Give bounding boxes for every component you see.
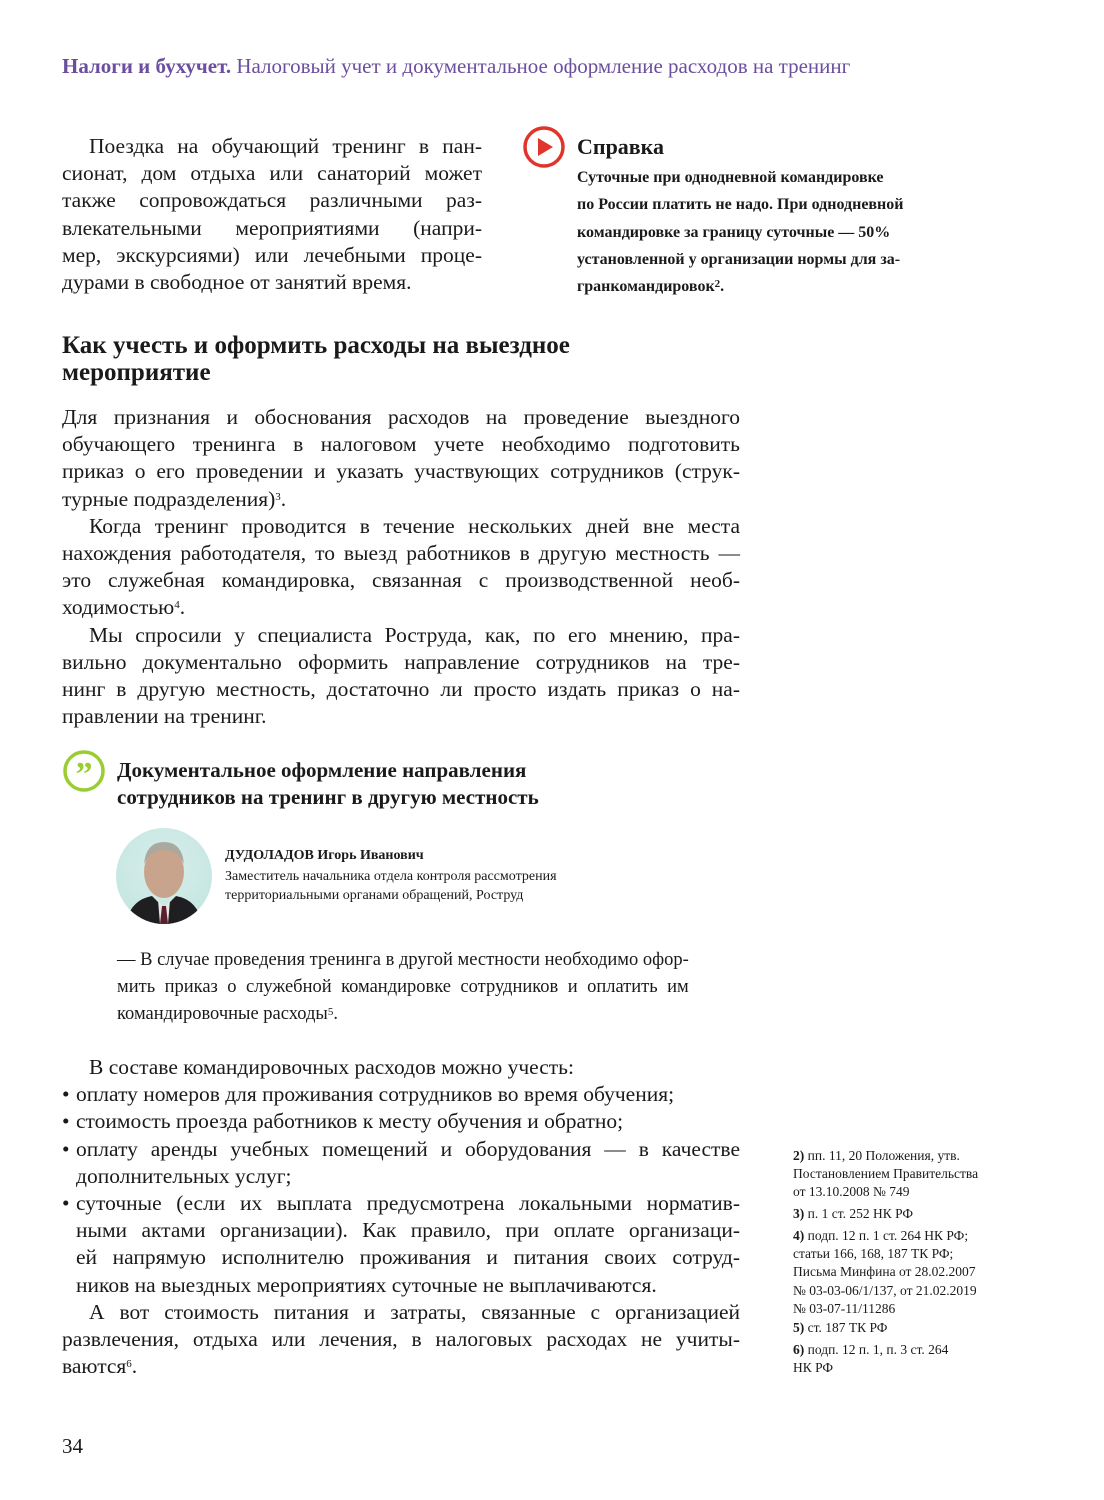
paragraph: В составе командировочных расходов можно учесть: bbox=[89, 1055, 574, 1079]
expert-photo bbox=[116, 828, 212, 924]
footnote-text: Постановлением Правительства bbox=[793, 1166, 979, 1182]
text-line bbox=[76, 1081, 740, 1108]
footnote-ref: 6 bbox=[126, 1358, 132, 1371]
expert-name: ДУДОЛАДОВ Игорь Иванович bbox=[225, 848, 424, 863]
footnote-ref: 4 bbox=[174, 599, 180, 612]
footnote-text: подп. 12 п. 1, п. 3 ст. 264 bbox=[807, 1342, 949, 1357]
text-line bbox=[62, 242, 482, 269]
line-text: сотрудников на тренинг в другую местность bbox=[117, 785, 539, 809]
line-text: вильно документально оформить направление сотрудников на тре- bbox=[62, 649, 740, 674]
footnote bbox=[793, 1341, 948, 1377]
text-line: ходимостью$^4$. bbox=[62, 595, 186, 620]
line-text: установленной у организации нормы для за- bbox=[577, 250, 901, 268]
svg-text:”: ” bbox=[75, 756, 93, 793]
text-line: турные подразделения)$^3$. bbox=[62, 486, 287, 511]
text-line bbox=[62, 649, 740, 676]
footnote-text: Письма Минфина от 28.02.2007 bbox=[793, 1264, 976, 1280]
line-text: Как учесть и оформить расходы на выездное bbox=[62, 332, 570, 359]
footnote-line bbox=[793, 1359, 948, 1377]
footnote-text: НК РФ bbox=[793, 1360, 834, 1376]
text-line bbox=[62, 513, 740, 540]
bullet-item bbox=[62, 1108, 740, 1135]
line-text: стоимость проезда работников к месту обучения и обратно; bbox=[76, 1109, 624, 1134]
text-line bbox=[62, 540, 740, 567]
text-line bbox=[62, 359, 570, 386]
footnote-text: подп. 12 п. 1 ст. 264 НК РФ; bbox=[807, 1228, 969, 1243]
line-text: ей напрямую исполнителю проживания и питания своих сотруд- bbox=[76, 1245, 740, 1270]
text-line bbox=[577, 164, 904, 191]
header-section: Налоги и бухучет. bbox=[62, 54, 232, 78]
footnote-line bbox=[793, 1245, 977, 1263]
footnote-number: 4) bbox=[793, 1228, 805, 1243]
bullet-item bbox=[62, 1190, 740, 1299]
footnote-text: пп. 11, 20 Положения, утв. bbox=[807, 1148, 960, 1163]
footnote-text: от 13.10.2008 № 749 bbox=[793, 1184, 910, 1200]
footnote-number: 2) bbox=[793, 1148, 805, 1163]
line-text: дурами в свободное от занятий время. bbox=[62, 270, 412, 295]
footnote-number: 6) bbox=[793, 1342, 805, 1357]
paragraph bbox=[62, 622, 740, 731]
line-text: турные подразделения) bbox=[62, 486, 276, 511]
footnote-line bbox=[793, 1263, 977, 1281]
expert-position bbox=[225, 867, 557, 905]
footnote-line bbox=[793, 1282, 977, 1300]
line-text: влекательными мероприятиями (напри- bbox=[62, 215, 482, 240]
line-text: Документальное оформление направления bbox=[117, 758, 527, 782]
text-line bbox=[62, 187, 482, 214]
footnote-line bbox=[793, 1147, 978, 1165]
footnote-number: 5) bbox=[793, 1320, 805, 1335]
line-text: Для признания и обоснования расходов на проведение выездного bbox=[62, 405, 740, 429]
line-text: ников на выездных мероприятиях суточные не выплачиваются. bbox=[76, 1272, 657, 1297]
paragraph bbox=[62, 404, 740, 513]
line-text: нахождения работодателя, то выезд работников в другую местность — bbox=[62, 541, 740, 566]
text-line bbox=[117, 784, 539, 811]
line-text: гранкомандировок bbox=[577, 278, 715, 296]
line-text: суточные (если их выплата предусмотрена локальными норматив- bbox=[76, 1191, 740, 1216]
running-header bbox=[62, 54, 850, 79]
line-text: Суточные при однодневной командировке bbox=[577, 169, 884, 186]
bullet-item bbox=[62, 1136, 740, 1190]
header-title: Налоговый учет и документальное оформление расходов на тренинг bbox=[236, 54, 851, 78]
footnote-ref: 5 bbox=[327, 1006, 334, 1018]
text-line bbox=[225, 886, 557, 905]
footnote-line bbox=[793, 1165, 978, 1183]
text-line bbox=[62, 215, 482, 242]
line-text: оплату номеров для проживания сотрудников во время обучения; bbox=[76, 1082, 675, 1107]
text-line bbox=[225, 867, 557, 886]
footnote-ref: 2 bbox=[714, 278, 721, 291]
line-text: сионат, дом отдыха или санаторий может bbox=[62, 161, 482, 186]
line-text: командировке за границу суточные — 50% bbox=[577, 223, 891, 241]
text-line bbox=[577, 191, 904, 218]
reference-title: Справка bbox=[577, 134, 665, 159]
text-line bbox=[62, 269, 482, 296]
main-text bbox=[62, 404, 740, 730]
footnote bbox=[793, 1205, 913, 1223]
line-text: ходимостью bbox=[62, 595, 175, 620]
text-line bbox=[62, 622, 740, 649]
expenses-text bbox=[62, 1054, 740, 1380]
text-line bbox=[577, 246, 904, 273]
footnote-number: 3) bbox=[793, 1206, 805, 1221]
text-line bbox=[62, 332, 570, 359]
text-line bbox=[76, 1136, 740, 1163]
line-text: правлении на тренинг. bbox=[62, 704, 267, 729]
line-text: Заместитель начальника отдела контроля рассмотрения bbox=[225, 869, 557, 884]
line-text: Мы спросили у специалиста Роструда, как, по его мнению, пра- bbox=[89, 622, 740, 647]
quote-icon bbox=[62, 749, 106, 793]
quote-title bbox=[117, 757, 539, 811]
line-text: это служебная командировка, связанная с производственной необ- bbox=[62, 568, 740, 593]
paragraph bbox=[62, 513, 740, 622]
text-line bbox=[62, 431, 740, 458]
reference-text bbox=[577, 164, 904, 300]
line-text: оплату аренды учебных помещений и оборудования — в качестве bbox=[76, 1136, 740, 1161]
text-line bbox=[62, 133, 482, 160]
footnote-text: статьи 166, 168, 187 ТК РФ; bbox=[793, 1246, 954, 1262]
footnote-line bbox=[793, 1319, 887, 1337]
footnote-text: п. 1 ст. 252 НК РФ bbox=[807, 1206, 914, 1221]
footnote-line bbox=[793, 1341, 948, 1359]
line-text: командировочные расходы bbox=[117, 1004, 328, 1024]
text-line bbox=[62, 160, 482, 187]
text-line bbox=[76, 1163, 740, 1190]
text-line bbox=[117, 947, 689, 974]
footnote-line bbox=[793, 1183, 978, 1201]
text-line bbox=[62, 1326, 740, 1353]
text-line: командировочные расходы$^5$. bbox=[117, 1004, 338, 1024]
line-text: А вот стоимость питания и затраты, связанные с организацией bbox=[89, 1299, 740, 1324]
text-line: гранкомандировок$^2$. bbox=[577, 278, 725, 296]
footnote-text: № 03-03-06/1/137, от 21.02.2019 bbox=[793, 1282, 977, 1298]
line-text: развлечения, отдыха или лечения, в налоговых расходах не учиты- bbox=[62, 1327, 740, 1352]
text-line bbox=[76, 1108, 740, 1135]
footnote bbox=[793, 1147, 978, 1202]
footnote-line bbox=[793, 1300, 977, 1318]
text-line bbox=[76, 1190, 740, 1217]
footnote bbox=[793, 1227, 977, 1318]
footnote-text: № 03-07-11/11286 bbox=[793, 1300, 896, 1316]
line-text: Когда тренинг проводится в течение нескольких дней вне места bbox=[89, 513, 740, 538]
text-line: ваются$^6$. bbox=[62, 1354, 138, 1379]
footnote bbox=[793, 1319, 887, 1337]
line-text: дополнительных услуг; bbox=[76, 1163, 292, 1188]
text-line bbox=[577, 219, 904, 246]
line-text: ными актами организации). Как правило, при оплате организаци- bbox=[76, 1218, 740, 1243]
play-icon bbox=[522, 125, 566, 169]
footnote-line bbox=[793, 1205, 913, 1223]
text-line bbox=[62, 703, 740, 730]
line-text: территориальными органами обращений, Роструд bbox=[225, 888, 524, 903]
intro-paragraph bbox=[62, 133, 482, 296]
line-text: также сопровождаться различными раз- bbox=[62, 188, 482, 213]
text-line bbox=[62, 1299, 740, 1326]
text-line bbox=[62, 567, 740, 594]
line-text: приказ о его проведении и указать участвующих сотрудников (струк- bbox=[62, 459, 740, 484]
quote-text bbox=[117, 947, 689, 1028]
text-line bbox=[117, 974, 689, 1001]
line-text: Поездка на обучающий тренинг в пан- bbox=[89, 134, 482, 158]
footnote-line bbox=[793, 1227, 977, 1245]
paragraph bbox=[62, 1299, 740, 1381]
text-line bbox=[76, 1244, 740, 1271]
line-text: нинг в другую местность, достаточно ли просто издать приказ о на- bbox=[62, 677, 740, 702]
line-text: мер, экскурсиями) или лечебными проце- bbox=[62, 242, 482, 267]
text-line bbox=[76, 1217, 740, 1244]
line-text: по России платить не надо. При однодневной bbox=[577, 196, 904, 214]
text-line bbox=[62, 404, 740, 431]
line-text: мероприятие bbox=[62, 359, 211, 386]
section-heading bbox=[62, 332, 570, 386]
line-text: обучающего тренинга в налоговом учете необходимо подготовить bbox=[62, 432, 740, 457]
page-number: 34 bbox=[62, 1434, 83, 1458]
text-line bbox=[117, 757, 539, 784]
line-text: мить приказ о служебной командировке сотрудников и оплатить им bbox=[117, 977, 689, 997]
footnote-text: ст. 187 ТК РФ bbox=[807, 1320, 888, 1335]
text-line bbox=[62, 458, 740, 485]
bullet-item bbox=[62, 1081, 740, 1108]
line-text: — В случае проведения тренинга в другой местности необходимо офор- bbox=[117, 950, 689, 970]
text-line bbox=[62, 676, 740, 703]
text-line bbox=[76, 1272, 740, 1299]
line-text: ваются bbox=[62, 1354, 127, 1379]
footnote-ref: 3 bbox=[275, 490, 281, 503]
